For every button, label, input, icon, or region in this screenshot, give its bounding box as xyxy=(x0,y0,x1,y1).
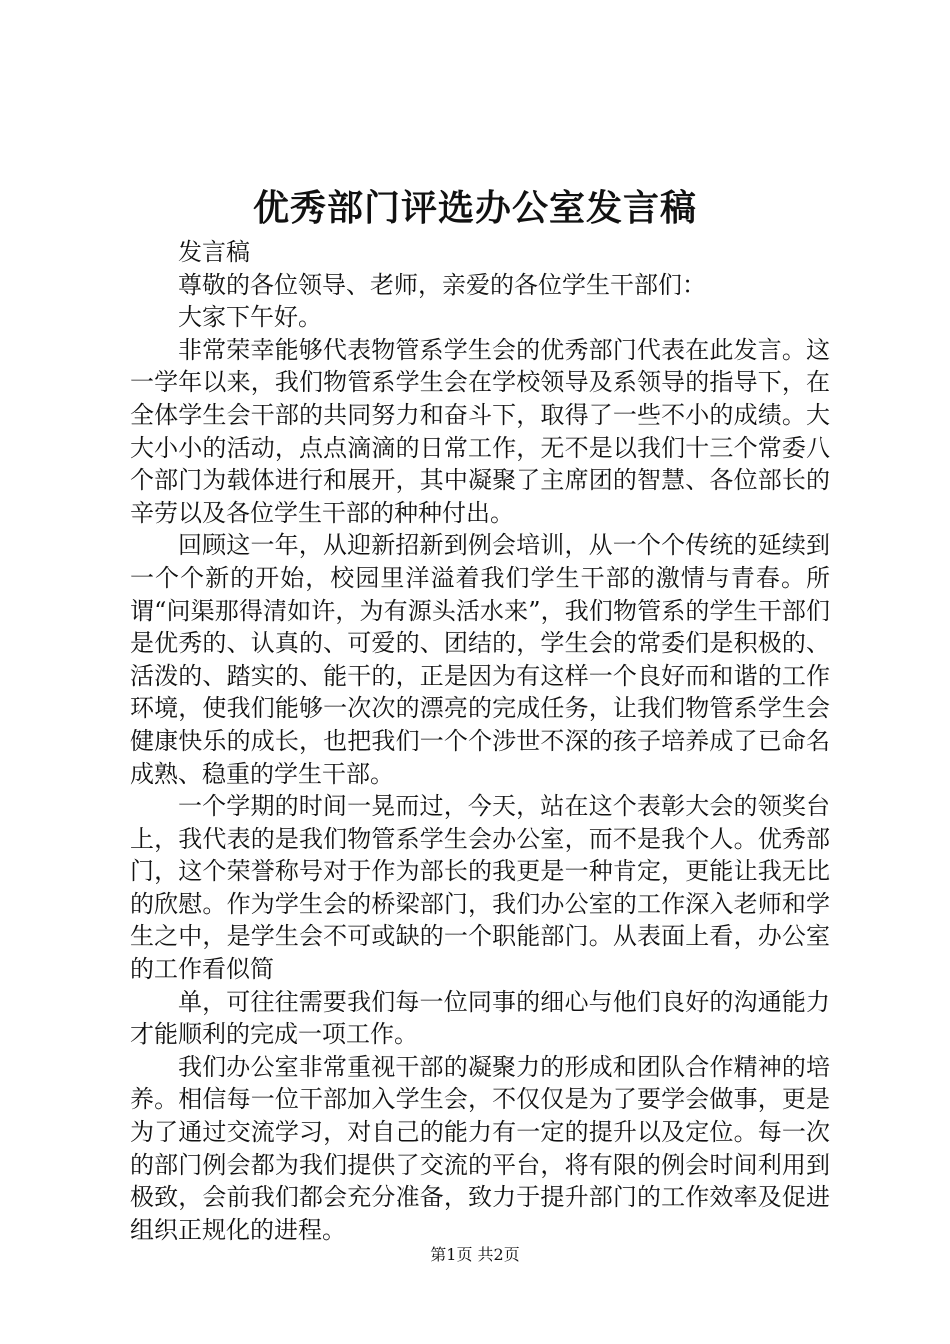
paragraph-heading-label: 发言稿 xyxy=(178,238,250,266)
paragraph-body: 一个学期的时间一晃而过，今天，站在这个表彰大会的领奖台上，我代表的是我们物管系学生会办公室，而不是我个人。优秀部门，这个荣誉称号对于作为部长的我更是一种肯定，更能让我无比的欣慰。作为学生会的桥梁部门，我们办公室的工作深入老师和学生之中，是学生会不可或缺的一个职能部门。从表面上看，办公室的工作看似简 xyxy=(130,792,830,984)
document-body xyxy=(130,236,830,1246)
paragraph-salutation: 尊敬的各位领导、老师，亲爱的各位学生干部们： xyxy=(178,270,706,299)
paragraph-body: 单，可往往需要我们每一位同事的细心与他们良好的沟通能力才能顺利的完成一项工作。 xyxy=(130,987,830,1049)
paragraph-body: 非常荣幸能够代表物管系学生会的优秀部门代表在此发言。这一学年以来，我们物管系学生会在学校领导及系领导的指导下，在全体学生会干部的共同努力和奋斗下，取得了一些不小的成绩。大大小小的活动，点点滴滴的日常工作，无不是以我们十三个常委八个部门为载体进行和展开，其中凝聚了主席团的智慧、各位部长的辛劳以及各位学生干部的种种付出。 xyxy=(130,335,830,527)
paragraph-greeting: 大家下午好。 xyxy=(178,303,322,332)
page-number-footer: 第1页 共2页 xyxy=(430,1245,520,1264)
document-title: 优秀部门评选办公室发言稿 xyxy=(252,187,697,229)
paragraph-body: 回顾这一年，从迎新招新到例会培训，从一个个传统的延续到一个个新的开始，校园里洋溢着我们学生干部的激情与青春。所谓“问渠那得清如许，为有源头活水来”，我们物管系的学生干部们是优秀的、认真的、可爱的、团结的，学生会的常委们是积极的、活泼的、踏实的、能干的，正是因为有这样一个良好而和谐的工作环境，使我们能够一次次的漂亮的完成任务，让我们物管系学生会健康快乐的成长，也把我们一个个涉世不深的孩子培养成了已命名成熟、稳重的学生干部。 xyxy=(130,531,830,788)
paragraph-body: 我们办公室非常重视干部的凝聚力的形成和团队合作精神的培养。相信每一位干部加入学生会，不仅仅是为了要学会做事，更是为了通过交流学习，对自己的能力有一定的提升以及定位。每一次的部门例会都为我们提供了交流的平台，将有限的例会时间利用到极致，会前我们都会充分准备，致力于提升部门的工作效率及促进组织正规化的进程。 xyxy=(130,1052,830,1244)
